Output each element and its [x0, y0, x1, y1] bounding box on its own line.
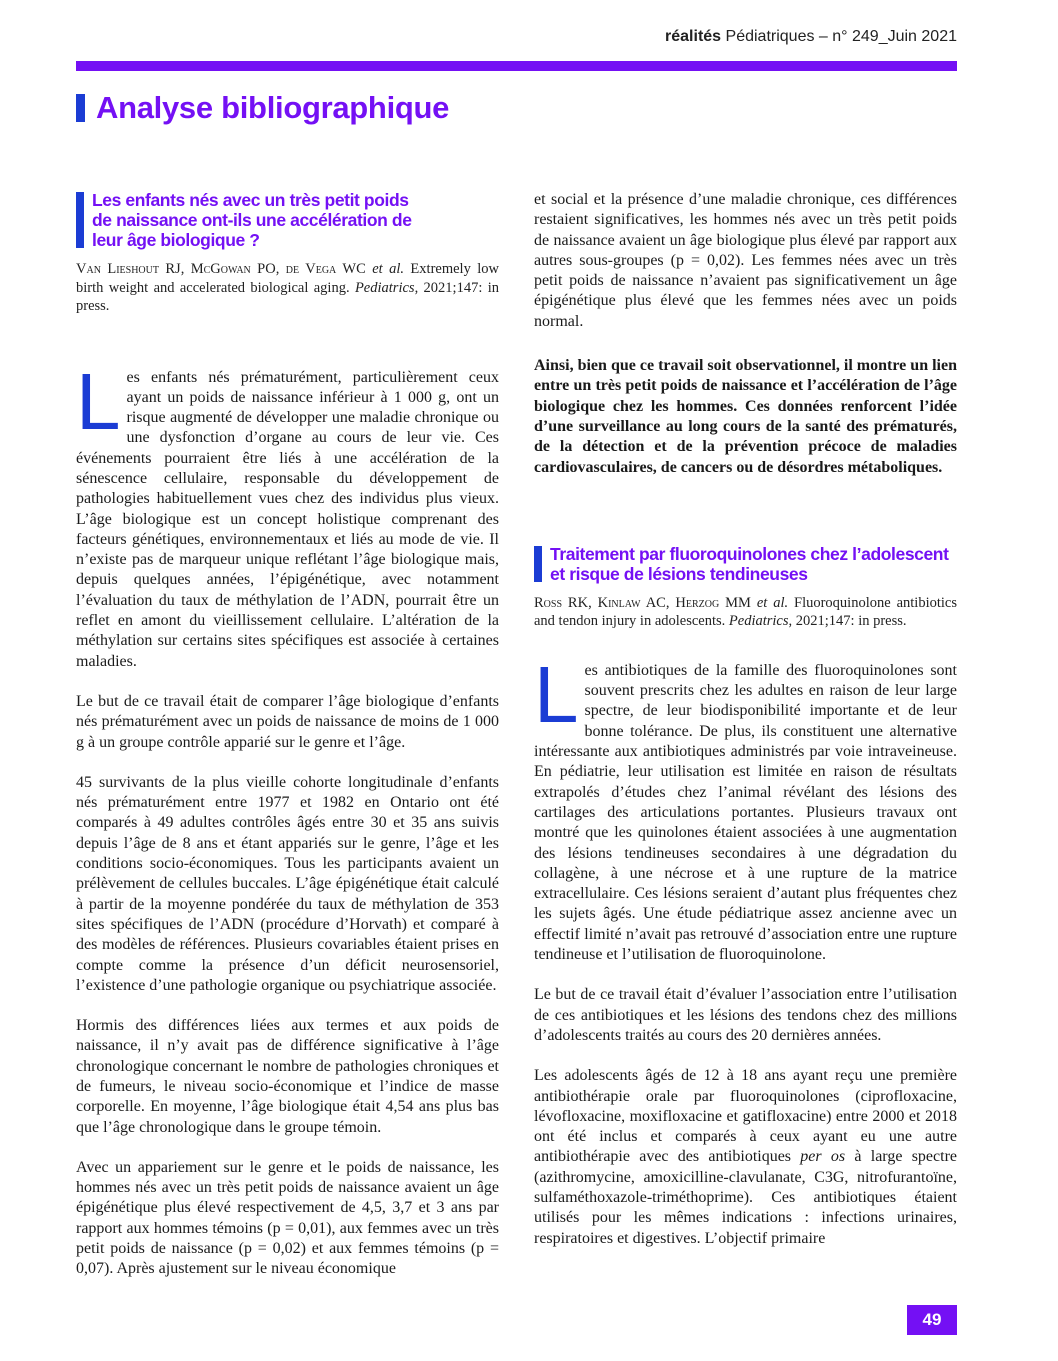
- drop-cap: L: [534, 649, 579, 739]
- section-title: Analyse bibliographique: [96, 90, 450, 125]
- paragraph: Avec un appariement sur le genre et le poids de naissance, les hommes nés avec un très petit poids de naissance avaient un âge épigénétique plus élevé respectivement de 4,5, 3,7 et 3 ans par rapport aux hommes témoins (p = 0,01), aux femmes avec un très petit poids de naissance (p = 0,02) et aux femmes témoins (p = 0,07). Après ajustement sur le niveau économique: [76, 1158, 499, 1278]
- running-header: [665, 28, 957, 46]
- paragraph: Les enfants nés prématurément, particulièrement ceux ayant un poids de naissance inférieur à 1 000 g, ont un risque augmenté de développer une maladie chronique ou une dysfonction d’organe au cours de leur vie. Ces événements pourraient être liés à une accélération de la sénescence cellulaire, responsable du développement de pathologies habituellement vues chez des individus plus vieux. L’âge biologique est un concept holistique comprenant des facteurs génétiques, environnementaux et liés au mode de vie. Il n’existe pas de marqueur unique reflétant l’âge biologique mais, depuis quelques années, l’épigénétique, avec notamment l’évaluation du taux de méthylation de l’ADN, pourrait être un reflet en amont du vieillissement cellulaire. L’altération de la méthylation sur certains sites spécifiques est associée à certaines maladies.: [76, 356, 499, 670]
- paragraph: Le but de ce travail était d’évaluer l’association entre l’utilisation de ces antibiotiques et les lésions des tendons chez des millions d’adolescents traités au cours des 20 dernières années.: [534, 986, 957, 1044]
- article1-citation: Van Lieshout RJ, McGowan PO, de Vega WC et al. Extremely low birth weight and accelerated biological aging. Pediatrics, 2021;147: in press.: [76, 261, 499, 314]
- section-heading: [76, 88, 449, 128]
- column-left: [76, 190, 499, 1300]
- paragraph: Le but de ce travail était de comparer l’âge biologique d’enfants nés prématurément avec un poids de naissance de moins de 1 000 g à un groupe contrôle apparié sur le genre et l’âge.: [76, 692, 499, 751]
- page-number: 49: [907, 1305, 957, 1335]
- article1-title: Les enfants nés avec un très petit poids de naissance ont-ils une accélération de leur âge biologique ?: [76, 190, 432, 250]
- journal-issue: Pédiatriques – n° 249_Juin 2021: [725, 28, 957, 45]
- header-rule: [76, 61, 957, 71]
- paragraph: et social et la présence d’une maladie chronique, ces différences restaient significatives, les hommes nés avec un très petit poids de naissance avaient un âge biologique plus élevé par rapport aux autres sous-groupes (p = 0,02). Les femmes nées avec un très petit poids de naissance n’avaient pas significativement un âge épigénétique plus élevé que les femmes nées avec un poids normal.: [534, 191, 957, 330]
- section-bar: [76, 94, 85, 122]
- paragraph: Les adolescents âgés de 12 à 18 ans ayant reçu une première antibiothérapie orale par fluoroquinolones (ciprofloxacine, lévofloxacine, moxifloxacine et gatifloxacine) entre 2000 et 2018 ont été inclus et comparés à ceux ayant eu une autre antibiothérapie avec des antibiotiques per os à large spectre (azithromycine, amoxicilline-clavulanate, C3G, nitrofurantoïne, sulfaméthoxazole-triméthoprime). Ces antibiotiques étaient utilisés pour les mêmes indications : infections urinaires, respiratoires et digestives. L’objectif primaire: [534, 1067, 958, 1247]
- paragraph: Hormis des différences liées aux termes et aux poids de naissance, il n’y avait pas de différence significative à l’âge chronologique concernant le nombre de pathologies chroniques et de fumeurs, le niveau socio-économique et l’indice de masse corporelle. En moyenne, l’âge biologique était 4,54 ans plus bas que l’âge chronologique dans le groupe témoin.: [76, 1017, 499, 1136]
- column-right: [534, 190, 957, 1269]
- article1-conclusion: Ainsi, bien que ce travail soit observationnel, il montre un lien entre un très petit poids de naissance et l’accélération de l’âge biologique chez les hommes. Ces données renforcent l’idée d’une surveillance au long cours de la santé des prématurés, de la détection et de la prévention précoce de maladies cardiovasculaires, de cancers ou de désordres métaboliques.: [534, 357, 957, 476]
- paragraph: Les antibiotiques de la famille des fluoroquinolones sont souvent prescrits chez les adultes en raison de leur large spectre, de leur biodisponibilité importante et de leur bonne tolérance. De plus, ils constituent une alternative intéressante aux antibiotiques administrés par voie intraveineuse. En pédiatrie, leur utilisation est limitée en raison de résultats extrapolés d’études chez l’animal révélant des lésions des cartilages des articulations portantes. Plusieurs travaux ont montré que les quinolones étaient associées à une augmentation des lésions tendineuses secondaires à une dégradation du collagène, à une nécrose et à une rupture de la matrice extracellulaire. Ces lésions seraient d’autant plus fréquentes chez les sujets âgés. Une étude pédiatrique assez ancienne avec un effectif limité n’avait pas retrouvé d’association entre une rupture tendineuse et l’utilisation de fluoroquinolone.: [534, 649, 957, 964]
- drop-cap: L: [76, 356, 121, 446]
- paragraph: 45 survivants de la plus vieille cohorte longitudinale d’enfants nés prématurément entre 1977 et 1982 en Ontario ont été comparés à 49 adultes contrôles âgés entre 30 et 35 ans suivis depuis l’âge de 8 ans et étant appariés sur le genre, l’âge et les conditions socio-économiques. Tous les participants avaient un prélèvement de cellules buccales. L’âge épigénétique était calculé à partir de la moyenne pondérée du taux de méthylation de 353 sites spécifiques de l’ADN (procédure d’Horvath) et comparé à des modèles de références. Plusieurs covariables étaient prises en compte comme la présence d’un déficit neurosensoriel, l’existence d’une pathologie organique ou psychiatrique associée.: [76, 773, 499, 994]
- article2-title: Traitement par fluoroquinolones chez l’adolescent et risque de lésions tendineuses: [534, 544, 950, 584]
- journal-brand: réalités: [665, 28, 722, 45]
- article2-citation: Ross RK, Kinlaw AC, Herzog MM et al. Fluoroquinolone antibiotics and tendon injury in adolescents. Pediatrics, 2021;147: in press.: [534, 594, 957, 630]
